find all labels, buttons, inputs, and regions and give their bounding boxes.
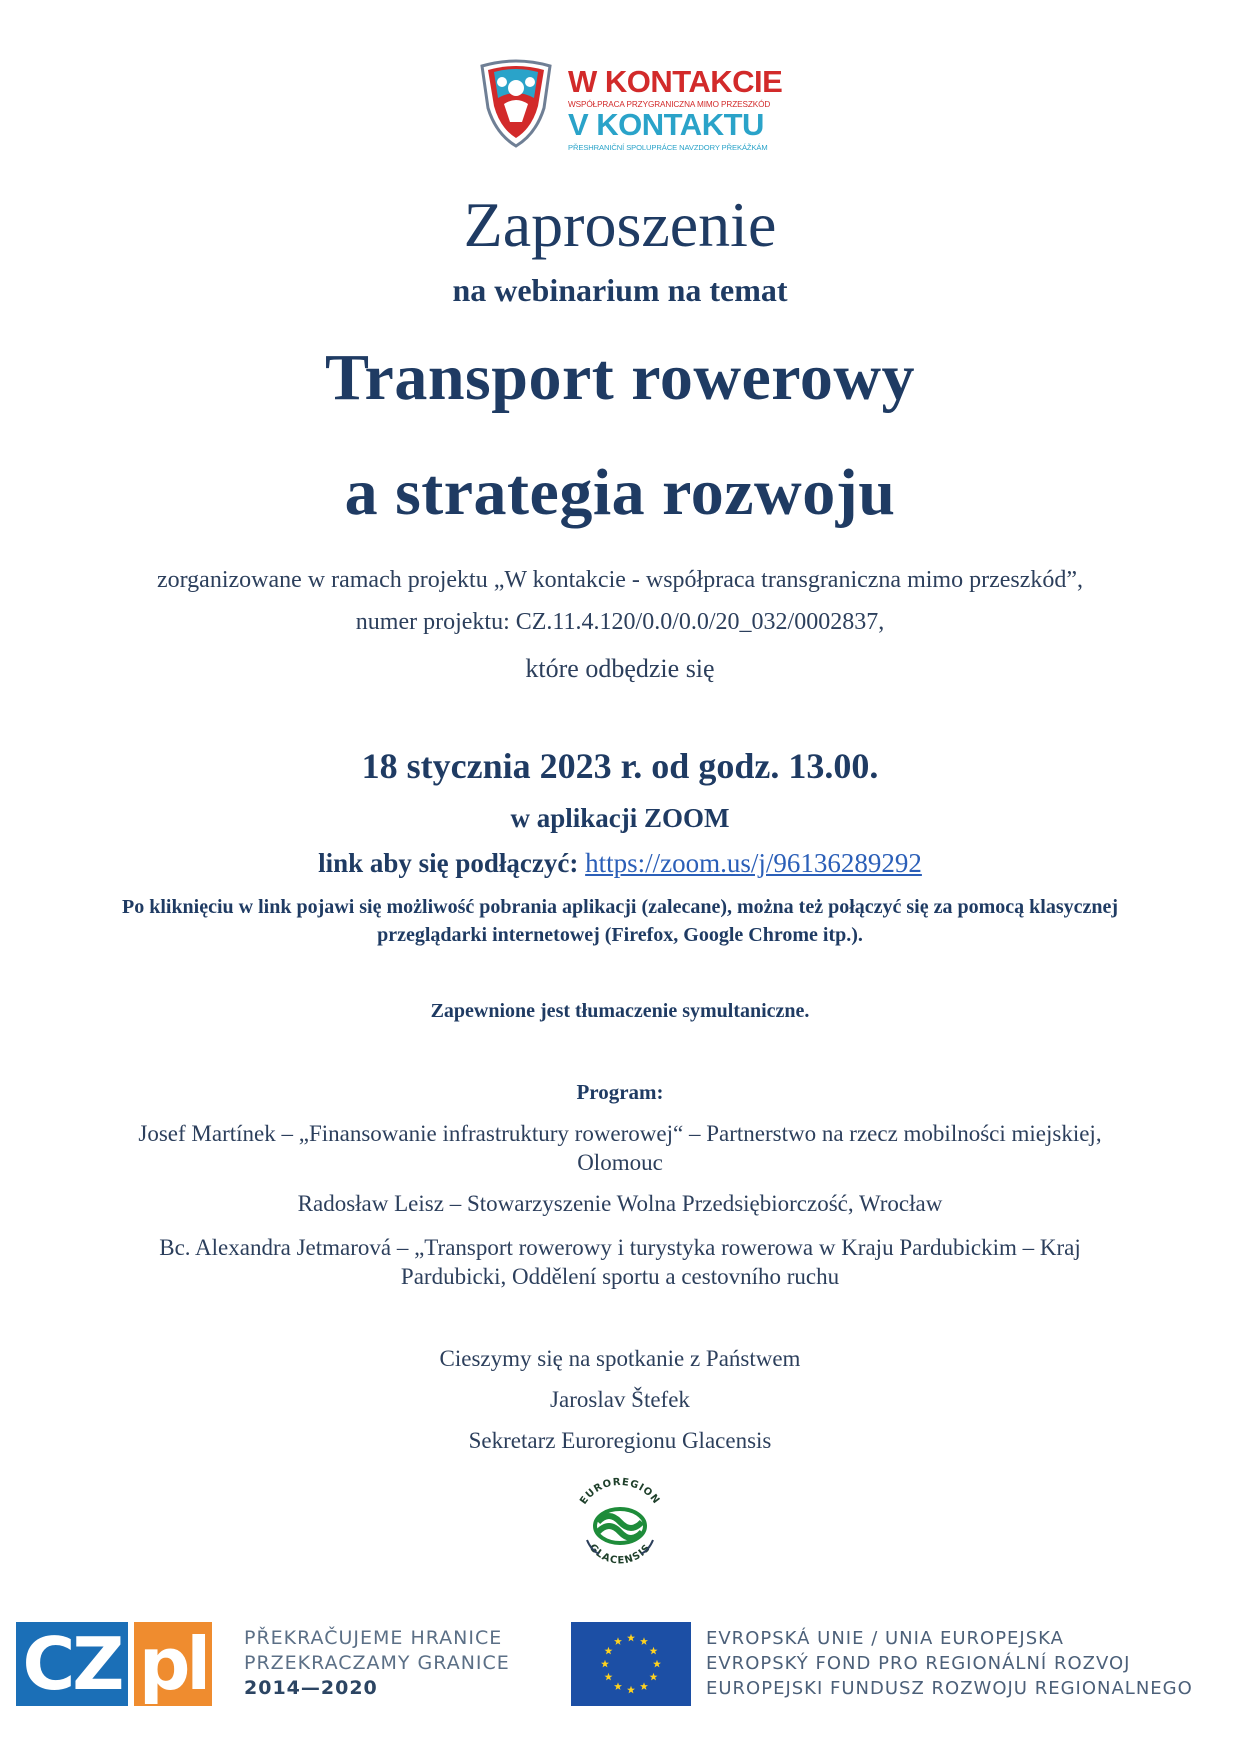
- cz-pl-logo: [16, 1622, 212, 1706]
- event-date: 18 stycznia 2023 r. od godz. 13.00.: [361, 746, 879, 786]
- closing-greeting: Cieszymy się na spotkanie z Państwem: [439, 1346, 801, 1371]
- cz-logo-block: CZ: [16, 1622, 128, 1706]
- webinar-title-line-2: a strategia rozwoju: [344, 456, 896, 529]
- eu-line-1: EVROPSKÁ UNIE / UNIA EUROPEJSKA: [706, 1628, 1064, 1649]
- eu-flag-icon: [571, 1622, 691, 1706]
- shield-people-icon: [478, 58, 554, 148]
- program-item: Josef Martínek – „Finansowanie infrastruktury rowerowej“ – Partnerstwo na rzecz mobilności miejskiej, Olomouc: [138, 1121, 1102, 1175]
- logo-subtext-polish: WSPÓŁPRACA PRZYGRANICZNA MIMO PRZESZKÓD: [568, 100, 771, 109]
- eu-line-3: EUROPEJSKI FUNDUSZ ROZWOJU REGIONALNEGO: [706, 1678, 1193, 1699]
- invite-subheading: na webinarium na temat: [452, 272, 788, 308]
- zoom-link[interactable]: https://zoom.us/j/96136289292: [585, 848, 922, 878]
- zoom-link-label: link aby się podłączyć:: [318, 848, 579, 878]
- logo-subtext-czech: PŘESHRANIČNÍ SPOLUPRÁCE NAVZDORY PŘEKÁŽKÁM: [568, 143, 768, 152]
- logo-text-v-kontaktu: V KONTAKTU: [568, 107, 764, 142]
- project-logo: [460, 48, 790, 166]
- logo-text-w-kontakcie: W KONTAKCIE: [568, 64, 783, 99]
- programme-tagline: [244, 1626, 510, 1701]
- translation-note: Zapewnione jest tłumaczenie symultaniczne.: [430, 1000, 810, 1022]
- program-item: Bc. Alexandra Jetmarová – „Transport rowerowy i turystyka rowerowa w Kraju Pardubickim – Kraj Pardubicki, Oddělení sportu a cestovního ruchu: [159, 1235, 1081, 1289]
- eu-funding-text: [706, 1626, 1193, 1701]
- signatory-title: Sekretarz Euroregionu Glacensis: [468, 1428, 772, 1453]
- takes-place-line: które odbędzie się: [525, 654, 715, 683]
- signatory-name: Jaroslav Štefek: [550, 1387, 690, 1412]
- event-app: w aplikacji ZOOM: [510, 803, 730, 833]
- svg-text:GLACENSIS: GLACENSIS: [586, 1542, 654, 1567]
- zoom-link-line: [0, 848, 1240, 879]
- webinar-title-line-1: Transport rowerowy: [324, 341, 916, 414]
- invite-heading: Zaproszenie: [463, 189, 777, 260]
- euroregion-glacensis-logo: [565, 1470, 675, 1580]
- organized-by-line: zorganizowane w ramach projektu „W kontakcie - współpraca transgraniczna mimo przeszkód”,: [156, 567, 1084, 593]
- project-number-line: numer projektu: CZ.11.4.120/0.0/0.0/20_032/0002837,: [355, 609, 885, 635]
- tagline-czech: PŘEKRAČUJEME HRANICE: [244, 1627, 503, 1649]
- eu-line-2: EVROPSKÝ FOND PRO REGIONÁLNÍ ROZVOJ: [706, 1653, 1131, 1674]
- svg-text:EUROREGION: EUROREGION: [578, 1476, 662, 1507]
- program-item: Radosław Leisz – Stowarzyszenie Wolna Przedsiębiorczość, Wrocław: [297, 1191, 943, 1216]
- programme-years: 2014—2020: [244, 1677, 378, 1699]
- program-heading: Program:: [576, 1080, 664, 1104]
- connection-note: Po kliknięciu w link pojawi się możliwość pobrania aplikacji (zalecane), można też połączyć się za pomocą klasycznej przeglądarki internetowej (Firefox, Google Chrome itp.).: [121, 896, 1119, 946]
- pl-logo-block: pl: [134, 1622, 212, 1706]
- tagline-polish: PRZEKRACZAMY GRANICE: [244, 1652, 510, 1674]
